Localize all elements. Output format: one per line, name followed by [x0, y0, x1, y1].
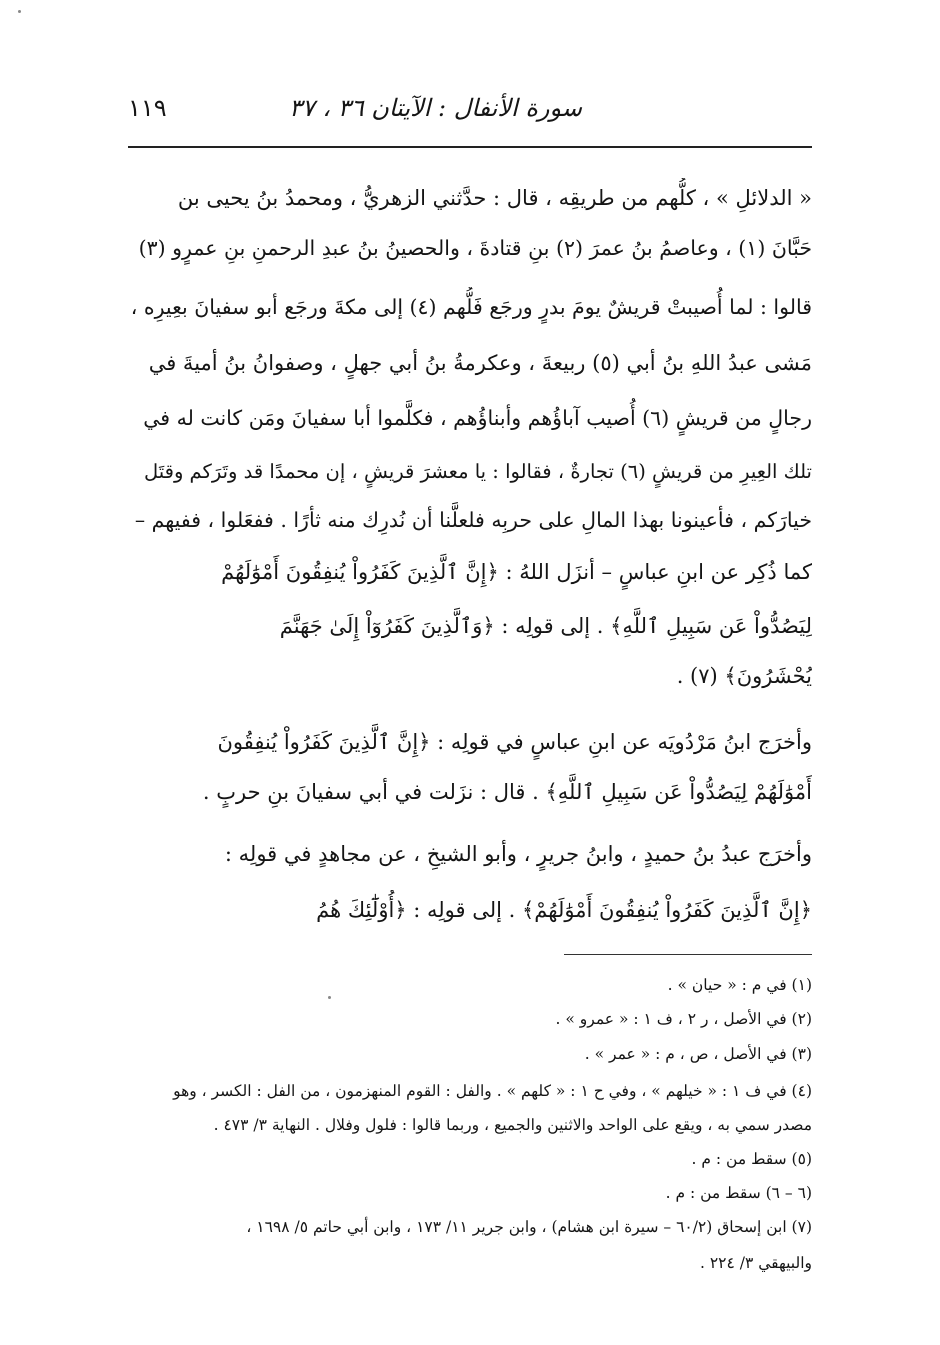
- body-line: « الدلائلِ » ، كلُّهم من طريقِه ، قال : حدَّثني الزهريُّ ، ومحمدُ بنُ يحيى بن: [177, 186, 812, 210]
- scan-speck: [18, 10, 21, 13]
- body-line: رجالٍ من قريشٍ (٦) أُصيب آباؤُهم وأبناؤُهم ، فكلَّموا أبا سفيانَ ومَن كانت له في: [143, 406, 812, 430]
- footnote-divider: [564, 954, 812, 955]
- body-line: وأخرَج عبدُ بنُ حميدٍ ، وابنُ جريرٍ ، وأبو الشيخِ ، عن مجاهدٍ في قولِه :: [224, 842, 812, 866]
- quran-line: كما ذُكِر عن ابنِ عباسٍ – أنزَل اللهُ : ﴿إِنَّ ٱلَّذِينَ كَفَرُواْ يُنفِقُونَ أَمْوَٰلَهُمْ: [221, 560, 812, 584]
- body-line: مَشى عبدُ اللهِ بنُ أبي (٥) ربيعةَ ، وعكرمةُ بنُ أبي جهلٍ ، وصفوانُ بنُ أميةَ في: [148, 351, 812, 375]
- quran-line: لِيَصُدُّواْ عَن سَبِيلِ ٱللَّهِ﴾ . إلى قولِه : ﴿وَٱلَّذِينَ كَفَرُوٓاْ إِلَىٰ جَهَنَّمَ: [279, 614, 812, 638]
- body-line: قالوا : لما أُصيبتْ قريشٌ يومَ بدرٍ ورجَع فَلُّهم (٤) إلى مكةَ ورجَع أبو سفيانَ بعِيرِه ،: [130, 295, 812, 319]
- body-line: تلك العِيرِ من قريشٍ (٦) تجارةٌ ، فقالوا : يا معشرَ قريشٍ ، إن محمدًا قد وتَرَكم وقتَل: [143, 460, 812, 483]
- body-line: وأخرَج ابنُ مَرْدُويَه عن ابنِ عباسٍ في قولِه : ﴿إِنَّ ٱلَّذِينَ كَفَرُواْ يُنفِقُونَ: [217, 730, 812, 754]
- running-title: سورة الأنفال : الآيتان ٣٦ ، ٣٧: [289, 94, 582, 122]
- quran-line: يُحْشَرُونَ﴾ (٧) .: [676, 664, 812, 688]
- scan-speck: [328, 996, 331, 999]
- body-line: حَبَّانَ (١) ، وعاصمُ بنُ عمرَ (٢) بنِ قتادةَ ، والحصينُ بنُ عبدِ الرحمنِ بنِ عمرٍو (٣): [138, 236, 812, 260]
- page-header: [128, 92, 812, 132]
- page-number: ١١٩: [128, 94, 167, 122]
- footnote-continuation: والبيهقي ٣/ ٢٢٤ .: [699, 1254, 812, 1272]
- footnote: (٥) سقط من : م .: [691, 1150, 812, 1168]
- footnote: (١) في م : « حيان » .: [667, 976, 812, 994]
- footnote: (٢) في الأصل ، ر ٢ ، ف ١ : « عمرو » .: [555, 1010, 812, 1028]
- header-divider: [128, 146, 812, 148]
- footnote-continuation: مصدر سمي به ، ويقع على الواحد والاثنين والجميع ، وربما قالوا : فلول وفلال . النهاية ٣/ ٤٧٣ .: [213, 1116, 812, 1134]
- footnote: (٧) ابن إسحاق (٦٠/٢ – سيرة ابن هشام) ، وابن جرير ١١/ ١٧٣ ، وابن أبي حاتم ٥/ ١٦٩٨ ،: [246, 1218, 812, 1236]
- footnote: (٦ – ٦) سقط من : م .: [665, 1184, 812, 1202]
- body-line: خيارَكم ، فأعينونا بهذا المالِ على حربِه فلعلَّنا أن نُدرِك منه ثأرًا . ففعَلوا ، ففيهم –: [134, 508, 812, 532]
- footnote: (٣) في الأصل ، ص ، م : « عمر » .: [584, 1045, 812, 1063]
- body-line: أَمْوَٰلَهُمْ لِيَصُدُّواْ عَن سَبِيلِ ٱللَّهِ﴾ . قال : نزَلت في أبي سفيانَ بنِ حربٍ .: [202, 780, 812, 804]
- body-line: ﴿إِنَّ ٱلَّذِينَ كَفَرُواْ يُنفِقُونَ أَمْوَٰلَهُمْ﴾ . إلى قولِه : ﴿أُوْلَٰٓئِكَ هُمُ: [316, 898, 812, 922]
- footnote: (٤) في ف ١ : « خيلهم » ، وفي ح ١ : « كلهم » . والفل : القوم المنهزمون ، من الفل : الكسر ، وهو: [173, 1082, 812, 1100]
